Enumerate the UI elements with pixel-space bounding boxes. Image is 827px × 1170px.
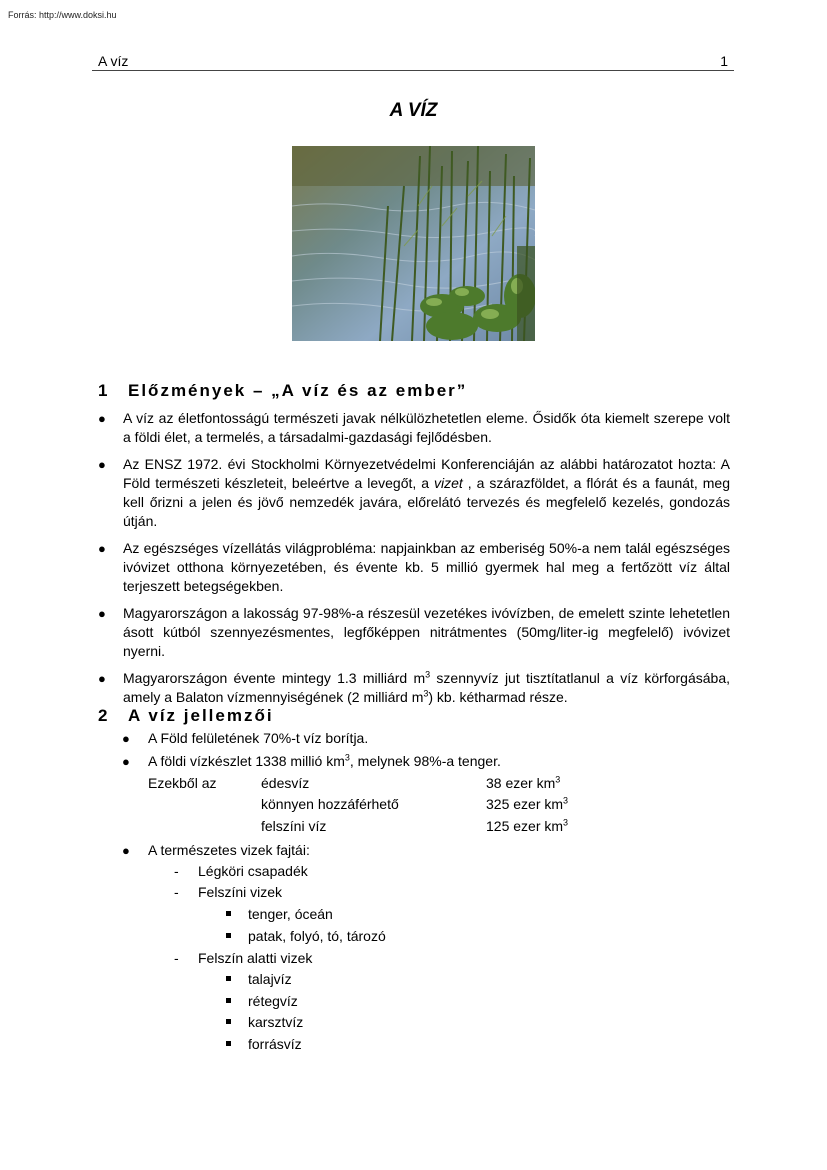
table-row-value xyxy=(486,817,568,836)
superscript: 3 xyxy=(563,795,569,806)
list-item xyxy=(98,455,730,531)
list-item-text: A víz az életfontosságú természeti javak nélkülözhetetlen eleme. Ősidők óta kiemelt szerepe volt a földi élet, a termelés, a társadalmi-gazdasági fejlődésben. xyxy=(123,410,730,445)
bullet-icon: ● xyxy=(122,731,130,746)
source-note: Forrás: http://www.doksi.hu xyxy=(8,10,117,20)
list-item-text: Az ENSZ 1972. évi Stockholmi Környezetvédelmi Konferenciáján az alábbi határozatot hozta: A Föld természeti készleteit, beleértve a levegőt, a xyxy=(123,456,730,491)
water-type: Felszíni vizek xyxy=(198,884,283,900)
bullet-icon: ● xyxy=(122,843,130,858)
list-item-text: Magyarországon évente mintegy 1.3 milliárd m xyxy=(123,670,426,686)
value-text: 38 ezer km xyxy=(486,775,556,791)
section-2-number: 2 xyxy=(98,706,108,725)
document-title: A VÍZ xyxy=(389,100,438,121)
water-reeds-photo xyxy=(292,146,535,341)
list-item-emphasis: vizet xyxy=(433,475,463,491)
list-item-text: Az egészséges vízellátás világprobléma: napjainkban az emberiség 50%-a nem talál egészséges ivóvizet otthona környezetében, és évente kb. 5 millió gyermek hal meg a fertőzött víz által terjeszett betegségekben. xyxy=(123,540,730,594)
list-item-text: szennyvíz jut tisztítatlanul a víz körforgásába, amely a Balaton vízmennyiségének (2 milliárd m xyxy=(123,670,731,705)
list-item xyxy=(98,539,730,596)
square-bullet-icon xyxy=(226,998,231,1003)
value-text: 125 ezer km xyxy=(486,818,564,834)
bullet-icon: ● xyxy=(98,411,106,426)
water-subtype: talajvíz xyxy=(248,971,292,987)
section-1-title: Előzmények – „A víz és az ember” xyxy=(128,381,468,400)
list-item xyxy=(98,669,730,707)
header-rule xyxy=(92,70,734,71)
square-bullet-icon xyxy=(226,911,231,916)
bullet-icon: ● xyxy=(98,671,106,686)
bullet-icon: ● xyxy=(122,754,130,769)
water-subtype: patak, folyó, tó, tározó xyxy=(248,928,386,944)
superscript: 3 xyxy=(555,774,561,785)
dash-icon: - xyxy=(174,863,179,879)
water-type: Légköri csapadék xyxy=(198,863,308,879)
table-row-label: könnyen hozzáférhető xyxy=(261,796,399,812)
header-title: A víz xyxy=(98,53,129,69)
table-prefix: Ezekből az xyxy=(148,775,217,791)
section-2-heading xyxy=(98,706,274,726)
section-1-number: 1 xyxy=(98,381,108,400)
water-subtype: rétegvíz xyxy=(248,993,298,1009)
item-text: , melynek 98%-a tenger. xyxy=(349,753,501,769)
value-text: 325 ezer km xyxy=(486,796,564,812)
bullet-icon: ● xyxy=(98,541,106,556)
superscript: 3 xyxy=(425,669,431,680)
list-item-text: Magyarországon a lakosság 97-98%-a részesül vezetékes ivóvízben, de emelett szinte lehetetlen ásott kútból szennyezésmentes, legfőképpen nitrátmentes (50mg/liter-ig megfelelő) ivóvizet nyerni. xyxy=(123,605,730,659)
page-number: 1 xyxy=(720,53,728,69)
section-2-item xyxy=(148,752,501,771)
list-item xyxy=(98,409,730,447)
item-text: A földi vízkészlet 1338 millió km xyxy=(148,753,345,769)
table-row-label: felszíni víz xyxy=(261,818,327,834)
square-bullet-icon xyxy=(226,1041,231,1046)
bullet-icon: ● xyxy=(98,606,106,621)
table-row-label: édesvíz xyxy=(261,775,310,791)
bullet-icon: ● xyxy=(98,457,106,472)
square-bullet-icon xyxy=(226,976,231,981)
section-1-list xyxy=(98,409,730,707)
section-2-item: A természetes vizek fajtái: xyxy=(148,842,310,858)
water-subtype: forrásvíz xyxy=(248,1036,302,1052)
section-2-item: A Föld felületének 70%-t víz borítja. xyxy=(148,730,369,746)
dash-icon: - xyxy=(174,884,179,900)
table-row-value xyxy=(486,795,568,814)
square-bullet-icon xyxy=(226,1019,231,1024)
superscript: 3 xyxy=(563,817,569,828)
table-row-value xyxy=(486,774,560,793)
list-item-text: , a szárazföldet, a flórát és a faunát, meg kell őrizni a jelen és jövő nemzedék javára, előrelátó tervezés és megfelelő kezelés, gondozás útján. xyxy=(123,475,730,529)
list-item-text: ) kb. kétharmad része. xyxy=(428,689,568,705)
water-subtype: karsztvíz xyxy=(248,1014,304,1030)
superscript: 3 xyxy=(423,688,429,699)
water-type: Felszín alatti vizek xyxy=(198,950,313,966)
square-bullet-icon xyxy=(226,933,231,938)
list-item xyxy=(98,604,730,661)
water-subtype: tenger, óceán xyxy=(248,906,333,922)
section-2-title: A víz jellemzői xyxy=(128,706,274,725)
section-1-heading xyxy=(98,381,467,401)
dash-icon: - xyxy=(174,950,179,966)
superscript: 3 xyxy=(344,752,350,763)
